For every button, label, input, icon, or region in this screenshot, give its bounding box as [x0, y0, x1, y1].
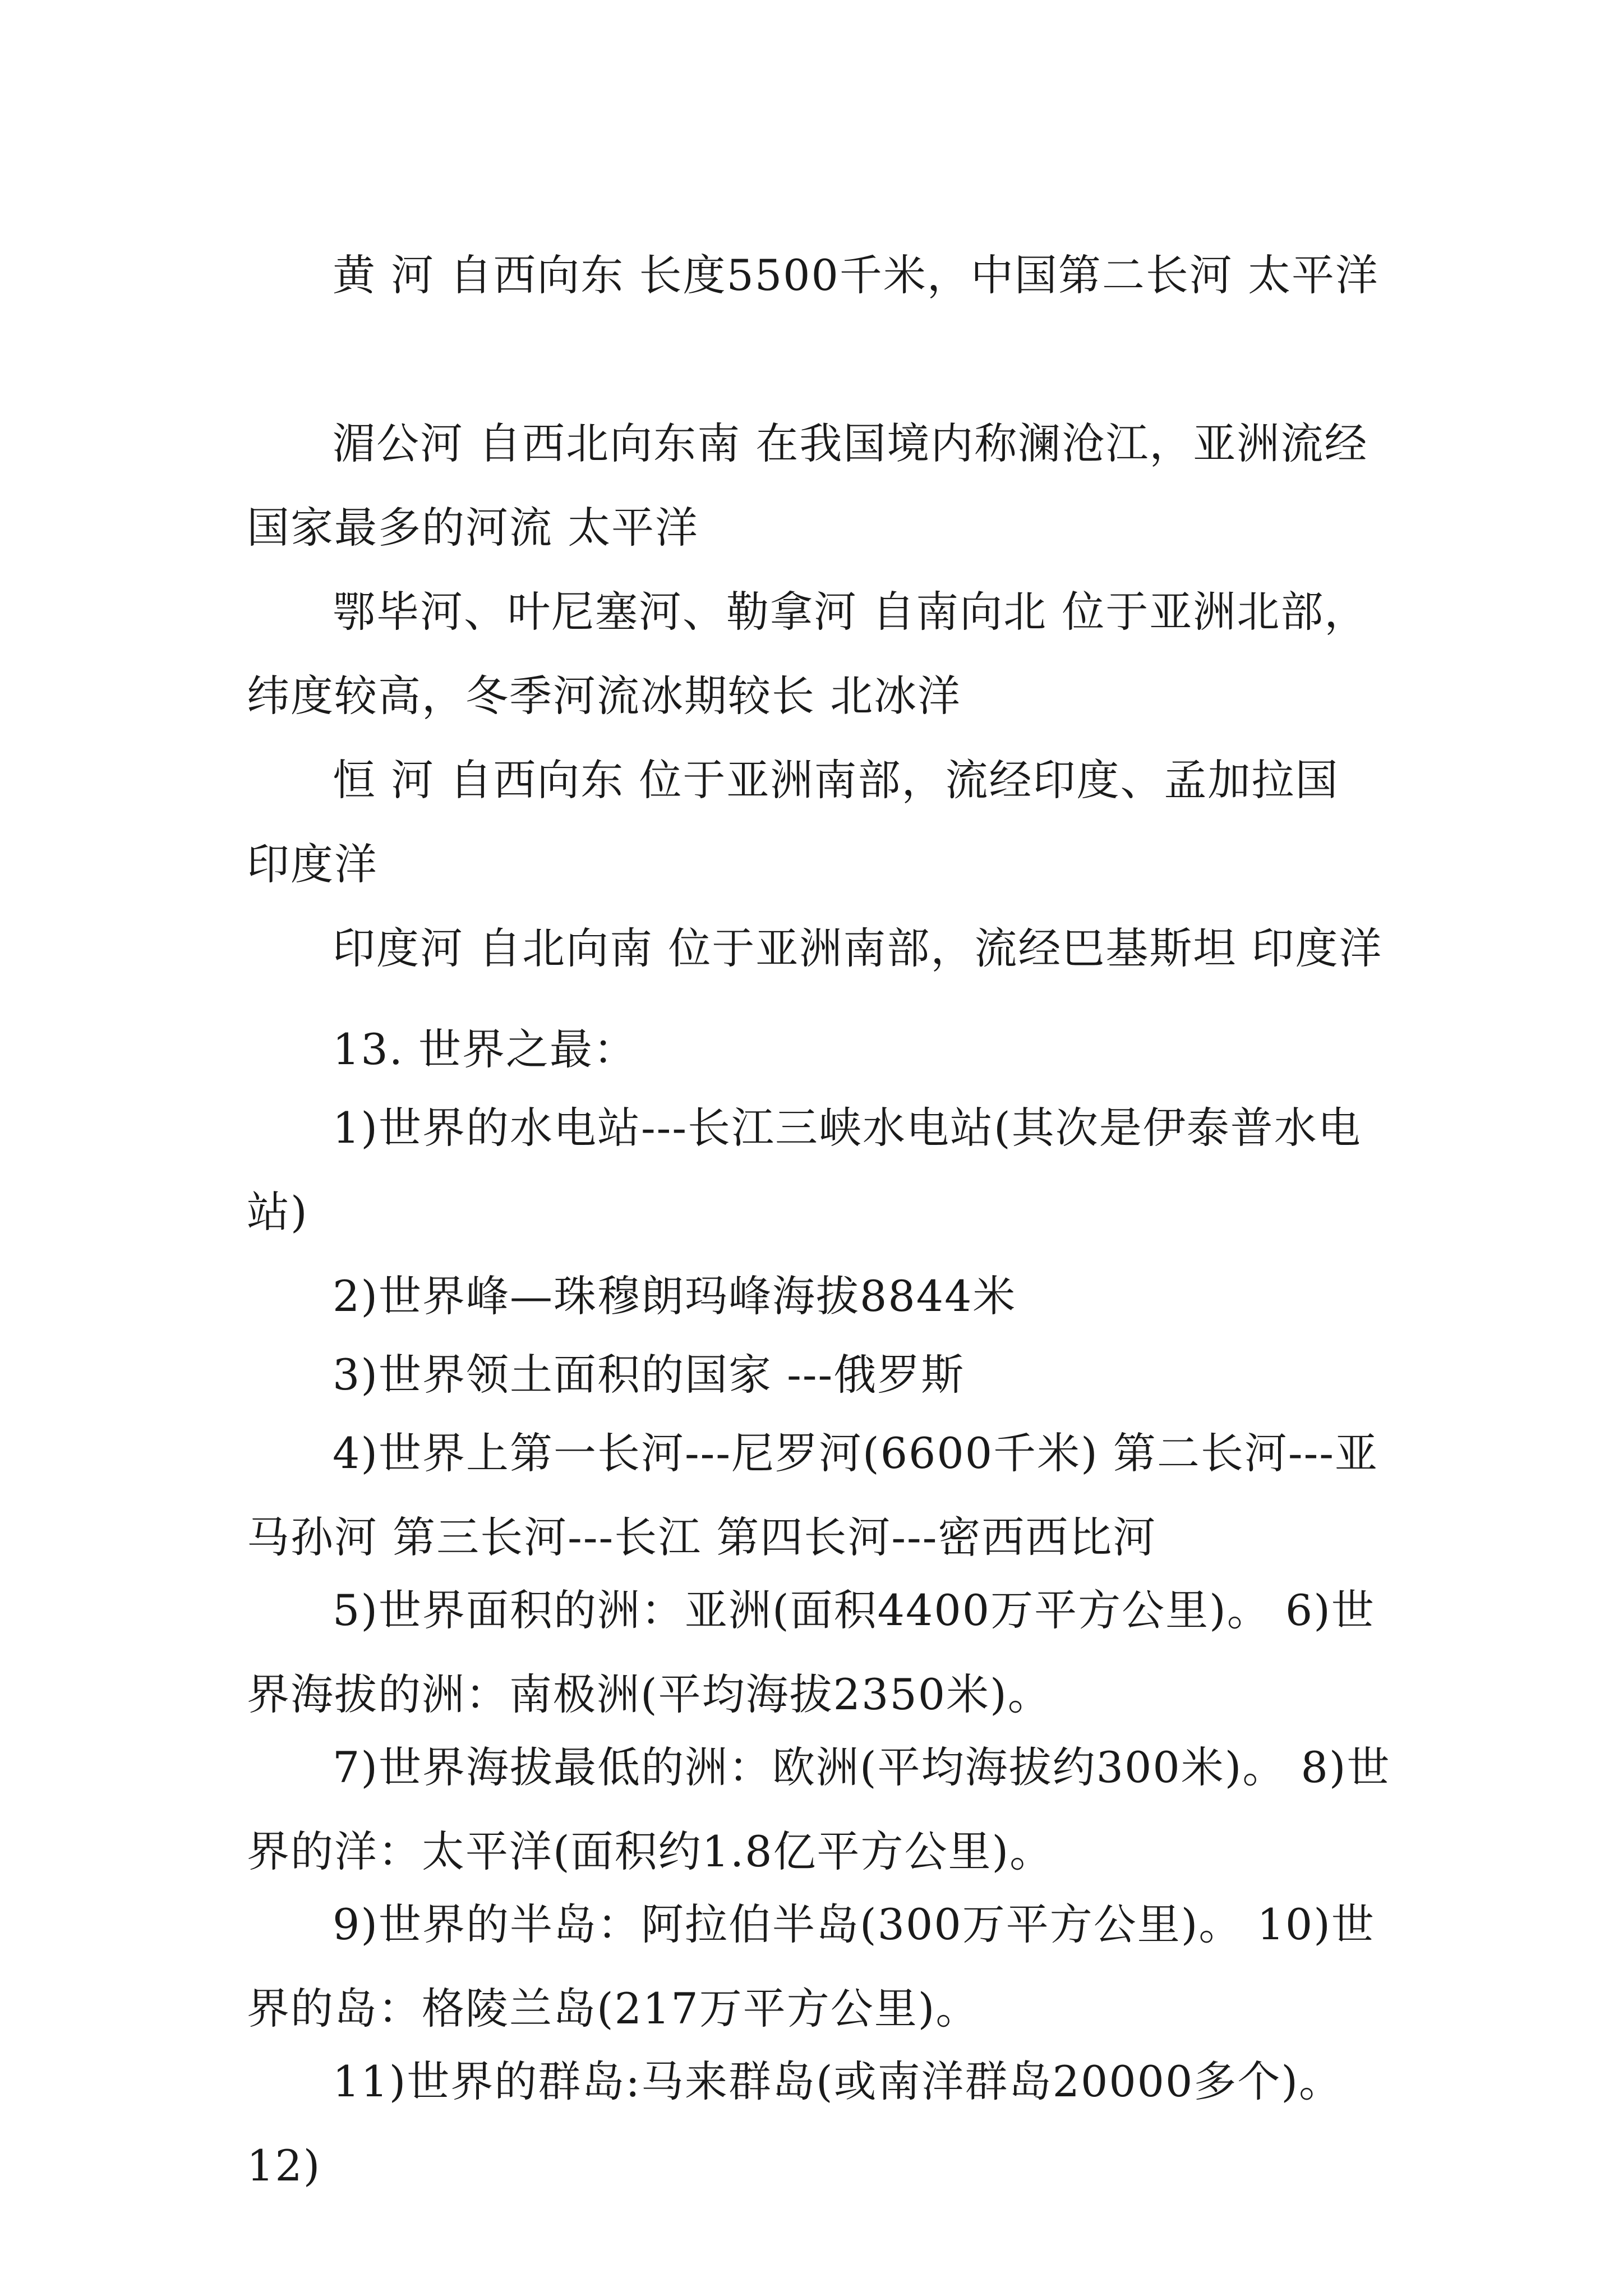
- list-item-peninsula-island: 9)世界的半岛：阿拉伯半岛(300万平方公里)。 10)世界的岛：格陵兰岛(217万平方公里)。: [247, 1899, 1375, 2033]
- paragraph-siberian-rivers: 鄂毕河、叶尼塞河、勒拿河 自南向北 位于亚洲北部，纬度较高，冬季河流冰期较长 北冰洋: [247, 587, 1368, 721]
- section-heading-world-records: 13. 世界之最：: [333, 1024, 638, 1074]
- list-item-lowest-continent: 7)世界海拔最低的洲：欧洲(平均海拔约300米)。 8)世界的洋：太平洋(面积约1.8亿平方公里)。: [247, 1742, 1391, 1876]
- list-item-continents: 5)世界面积的洲：亚洲(面积4400万平方公里)。 6)世界海拔的洲：南极洲(平均海拔2350米)。: [247, 1585, 1375, 1719]
- paragraph-ganges: 恒 河 自西向东 位于亚洲南部，流经印度、孟加拉国 印度洋: [247, 755, 1339, 889]
- paragraph-huanghe: 黄 河 自西向东 长度5500千米，中国第二长河 太平洋: [333, 250, 1380, 300]
- list-item-longest-rivers: 4)世界上第一长河---尼罗河(6600千米) 第二长河---亚马孙河 第三长河---长江 第四长河---密西西比河: [247, 1428, 1378, 1562]
- paragraph-indus: 印度河 自北向南 位于亚洲南部，流经巴基斯坦 印度洋: [333, 923, 1383, 973]
- list-item-highest-peak: 2)世界峰—珠穆朗玛峰海拔8844米: [333, 1271, 1017, 1321]
- list-item-archipelago: 11)世界的群岛:马来群岛(或南洋群岛20000多个)。12): [247, 2056, 1343, 2191]
- list-item-largest-country: 3)世界领土面积的国家 ---俄罗斯: [333, 1350, 965, 1400]
- list-item-hydropower: 1)世界的水电站---长江三峡水电站(其次是伊泰普水电站): [247, 1103, 1362, 1237]
- paragraph-mekong: 湄公河 自西北向东南 在我国境内称澜沧江，亚洲流经国家最多的河流 太平洋: [247, 418, 1368, 553]
